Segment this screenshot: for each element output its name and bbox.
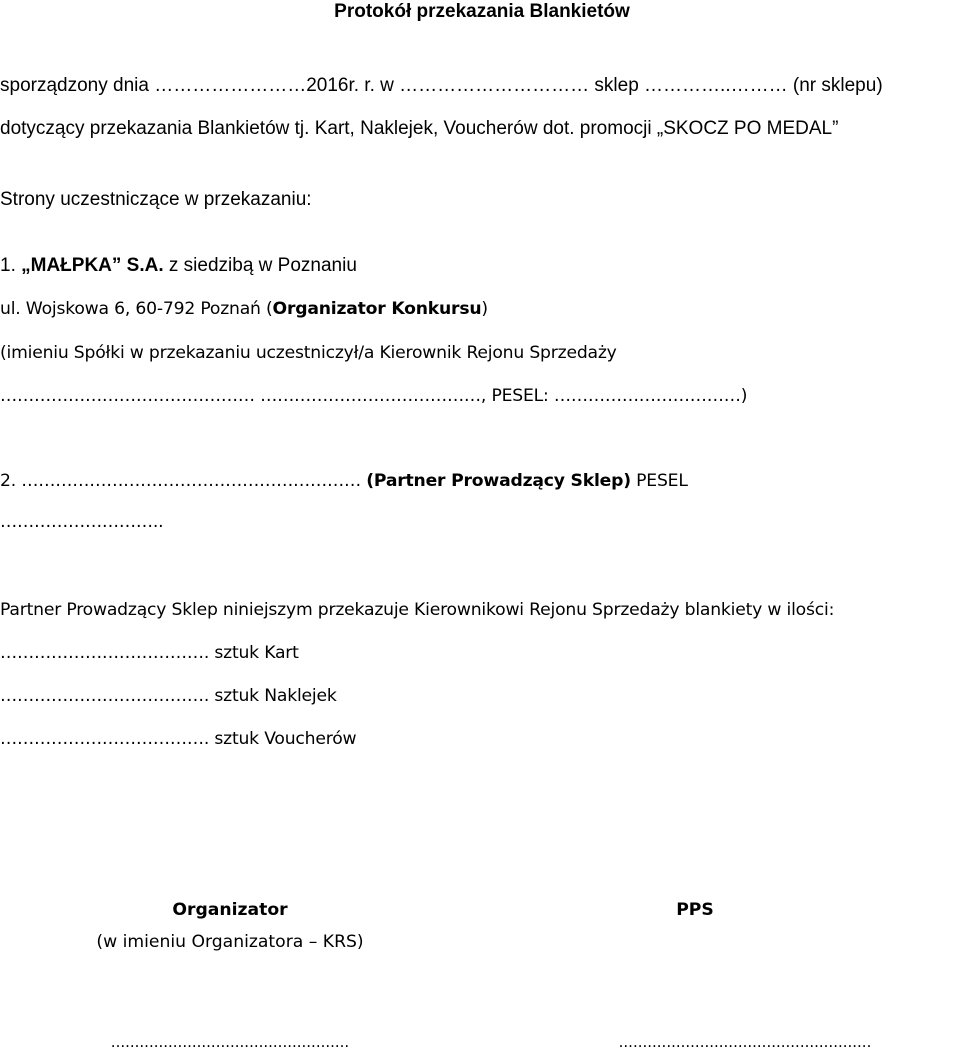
party-1-street: ul. Wojskowa 6, 60-792 Poznań (: [0, 299, 273, 319]
party-2-line: [0, 469, 688, 493]
signature-organizer-subtitle: (w imieniu Organizatora – KRS): [96, 932, 364, 952]
signature-pps-title: PPS: [676, 900, 714, 920]
signature-organizer-title: Organizator: [172, 900, 288, 920]
party-2-number: 2. ……………………………………………………: [0, 471, 367, 491]
item-stickers: ………………………………. sztuk Naklejek: [0, 686, 337, 706]
party-1-line: [0, 254, 357, 278]
party-1-representative: (imieniu Spółki w przekazaniu uczestniczył/a Kierownik Rejonu Sprzedaży: [0, 343, 617, 363]
party-2-pesel: PESEL: [630, 471, 688, 491]
signature-organizer-line: ..................................................: [110, 1033, 350, 1051]
party-1-name: „MAŁPKA” S.A.: [21, 255, 164, 276]
parties-heading: Strony uczestniczące w przekazaniu:: [0, 189, 312, 210]
party-1-address-end: ): [481, 299, 488, 319]
date-line: sporządzony dnia ……………………2016r. r. w ………………………… sklep …………..……… (nr sklepu): [0, 75, 883, 96]
signature-pps-line: .....................................................: [618, 1033, 872, 1051]
party-1-number: 1.: [0, 255, 22, 276]
party-1-address: [0, 297, 488, 321]
party-1-representative-fill: ……………………………………… …………………………………, PESEL: ……………………………): [0, 386, 748, 406]
party-1-role: Organizator Konkursu: [272, 299, 482, 319]
item-vouchers: ………………………………. sztuk Voucherów: [0, 729, 357, 749]
party-1-seat: z siedzibą w Poznaniu: [163, 255, 357, 276]
party-2-pesel-fill: ………………………..: [0, 512, 164, 532]
document-title: Protokół przekazania Blankietów: [334, 1, 630, 22]
promo-name: „SKOCZ PO MEDAL”: [656, 118, 839, 139]
handover-text: Partner Prowadzący Sklep niniejszym przekazuje Kierownikowi Rejonu Sprzedaży blankiety w ilości:: [0, 600, 835, 620]
item-cards: ………………………………. sztuk Kart: [0, 643, 299, 663]
subject-text: dotyczący przekazania Blankietów tj. Kart, Naklejek, Voucherów dot. promocji: [0, 118, 657, 139]
party-2-role: (Partner Prowadzący Sklep): [366, 471, 631, 491]
subject-line: [0, 117, 838, 141]
